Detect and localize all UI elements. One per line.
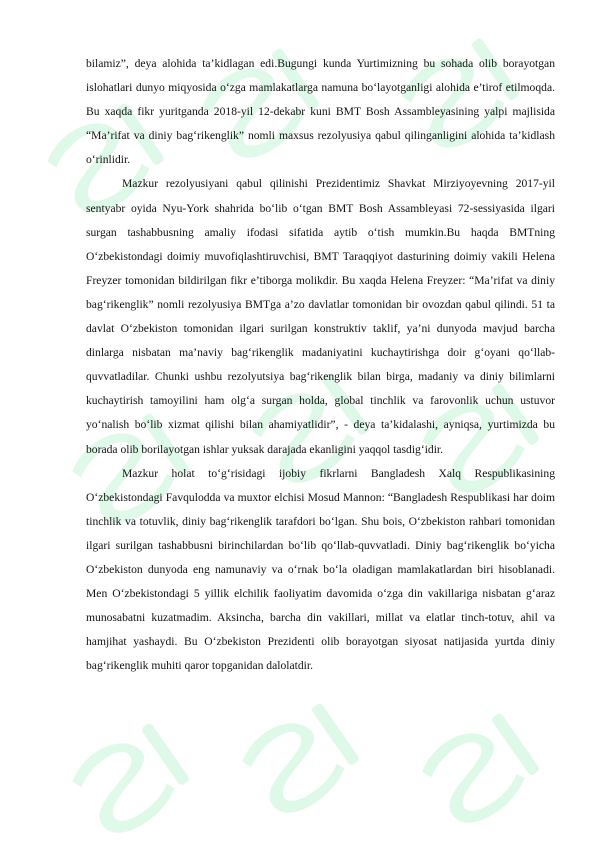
paragraph-3: Mazkur holat to‘g‘risidagi ijobiy fikrlarni Bangladesh Xalq Respublikasining O‘zbekistondagi Favqulodda va muxtor elchisi Mosud Mannon: “Bangladesh Respublikasi har doim tinchlik va totuvlik, diniy bag‘rikenglik tarafdori bo‘lgan. Shu bois, O‘zbekiston rahbari tomonidan ilgari surilgan tashabbusni birinchilardan bo‘lib qo‘llab-quvvatladi. Diniy bag‘rikenglik bo‘yicha O‘zbekiston dunyoda eng namunaviy va o‘rnak bo‘la oladigan mamlakatlardan biri hisoblanadi. Men O‘zbekistondagi 5 yillik elchilik faoliyatim davomida o‘zga din vakillariga nisbatan g‘araz munosabatni kuzatmadim. Aksincha, barcha din vakillari, millat va elatlar tinch-totuv, ahil va hamjihat yashaydi. Bu O‘zbekiston Prezidenti olib borayotgan siyosat natijasida yurtda diniy bag‘rikenglik muhiti qaror topganidan dalolatdir. [86,466,555,673]
watermark-mark [236,697,366,824]
watermark-mark [416,707,546,834]
document-body [86,52,555,678]
paragraph-2: Mazkur rezolyusiyani qabul qilinishi Prezidentimiz Shavkat Mirziyoyevning 2017-yil sentyabr oyida Nyu-York shahrida bo‘lib o‘tgan BMT Bosh Assambleyasi 72-sessiyasida ilgari surgan tashabbusning amaliy ifodasi sifatida aytib o‘tish mumkin.Bu haqda BMTning O‘zbekistondagi doimiy muvofiqlashtiruvchisi, BMT Taraqqiyot dasturining doimiy vakili Helena Freyzer tomonidan bildirilgan fikr e’tiborga molikdir. Bu xaqda Helena Freyzer: “Ma’rifat va diniy bag‘rikenglik” nomli rezolyusiya BMTga a’zo davlatlar tomonidan bir ovozdan qabul qilindi. 51 ta davlat O‘zbekiston tomonidan ilgari surilgan konstruktiv taklif, ya’ni dunyoda mavjud barcha dinlarga nisbatan ma’naviy bag‘rikenglik madaniyatini kuchaytirishga doir g‘oyani qo‘llab-quvvatladilar. Chunki ushbu rezolyutsiya bag‘rikenglik bilan birga, madaniy va diniy bilimlarni kuchaytirish tamoyilini ham olg‘a surgan holda, global tinchlik va farovonlik uchun ustuvor yo‘nalish bo‘lib xizmat qilishi bilan ahamiyatlidir”, - deya ta’kidalashi, ayniqsa, yurtimizda bu borada olib borilayotgan ishlar yuksak darajada ekanligini yaqqol tasdig‘idir. [86,177,555,456]
watermark-mark [66,717,196,842]
paragraph-1: bilamiz”, deya alohida ta’kidlagan edi.Bugungi kunda Yurtimizning bu sohada olib borayotgan islohatlari dunyo miqyosida o‘zga mamlakatlarga namuna bo‘layotganligi alohida e’tirof etilmoqda. Bu xaqda fikr yuritganda 2018-yil 12-dekabr kuni BMT Bosh Assambleyasining yalpi majlisida “Ma’rifat va diniy bag‘rikenglik” nomli maxsus rezolyusiya qabul qilinganligini alohida ta’kidlash o‘rinlidir. [86,57,555,167]
